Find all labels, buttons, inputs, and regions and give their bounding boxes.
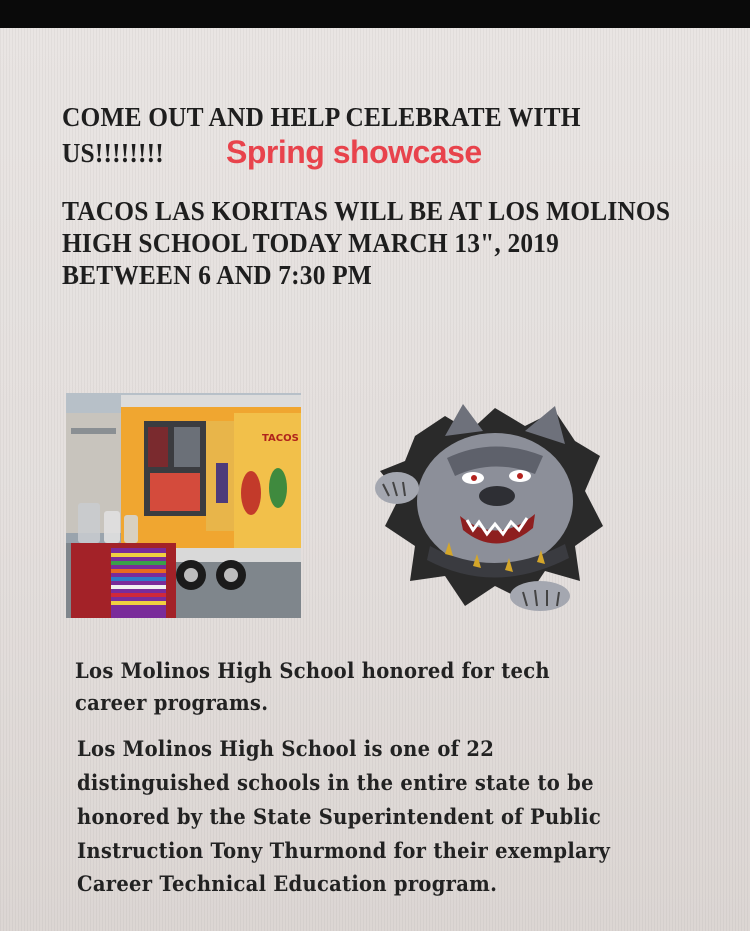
bulldog-mascot-image: [375, 396, 607, 616]
spring-showcase-title: Spring showcase: [226, 134, 482, 170]
flyer-page: [0, 28, 750, 931]
announcement-line-2: HIGH SCHOOL TODAY MARCH 13", 2019: [62, 228, 559, 258]
food-truck-photo: [66, 393, 301, 618]
honor-body-line-1: Los Molinos High School is one of 22: [77, 736, 495, 761]
top-black-bar: [0, 0, 750, 28]
headline-line-2: US!!!!!!!!: [62, 138, 164, 168]
food-truck-sign-text: TACOS: [262, 433, 299, 444]
honor-title-line-2: career programs.: [75, 690, 269, 715]
headline-line-1: COME OUT AND HELP CELEBRATE WITH: [62, 102, 581, 132]
honor-body-line-3: honored by the State Superintendent of Public: [77, 804, 601, 829]
announcement-line-3: BETWEEN 6 AND 7:30 PM: [62, 260, 372, 290]
honor-body-line-2: distinguished schools in the entire state to be: [77, 770, 594, 795]
honor-body-line-5: Career Technical Education program.: [77, 871, 498, 896]
honor-title-line-1: Los Molinos High School honored for tech: [75, 658, 550, 683]
honor-body-line-4: Instruction Tony Thurmond for their exemplary: [77, 838, 611, 863]
announcement-line-1: TACOS LAS KORITAS WILL BE AT LOS MOLINOS: [62, 196, 671, 226]
